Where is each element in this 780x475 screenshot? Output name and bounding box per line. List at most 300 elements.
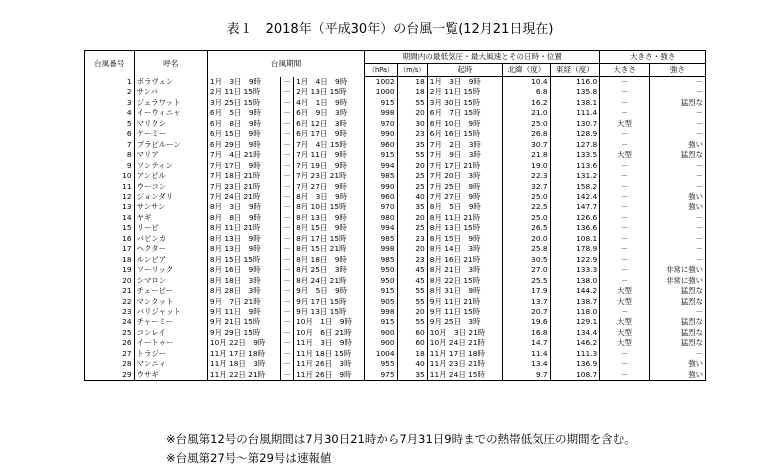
cell-strength: － bbox=[649, 171, 705, 181]
cell-lat: 20.0 bbox=[503, 234, 550, 244]
cell-number: 25 bbox=[85, 328, 135, 338]
cell-end: 7月 19日 9時 bbox=[294, 161, 365, 171]
cell-number: 8 bbox=[85, 150, 135, 160]
cell-wind: 20 bbox=[397, 213, 427, 223]
cell-time: 8月 16日 21時 bbox=[427, 255, 502, 265]
cell-pressure: 950 bbox=[365, 265, 397, 275]
cell-wind: 40 bbox=[397, 359, 427, 369]
cell-strength: － bbox=[649, 223, 705, 233]
cell-separator: － bbox=[281, 161, 294, 171]
cell-lat: 13.4 bbox=[503, 359, 550, 369]
cell-lon: 133.5 bbox=[550, 150, 600, 160]
cell-pressure: 980 bbox=[365, 213, 397, 223]
cell-start: 11月 22日 21時 bbox=[207, 370, 280, 381]
cell-end: 8月 17日 15時 bbox=[294, 234, 365, 244]
typhoon-table bbox=[84, 50, 706, 381]
table-row bbox=[85, 297, 706, 307]
cell-lat: 32.7 bbox=[503, 182, 550, 192]
cell-size: － bbox=[600, 244, 650, 254]
cell-end: 2月 13日 15時 bbox=[294, 87, 365, 97]
cell-number: 20 bbox=[85, 276, 135, 286]
cell-lat: 21.0 bbox=[503, 108, 550, 118]
cell-size: － bbox=[600, 171, 650, 181]
cell-separator: － bbox=[281, 171, 294, 181]
cell-lon: 136.6 bbox=[550, 223, 600, 233]
cell-pressure: 1002 bbox=[365, 77, 397, 88]
cell-pressure: 994 bbox=[365, 223, 397, 233]
cell-start: 7月 23日 21時 bbox=[207, 182, 280, 192]
table-row bbox=[85, 213, 706, 223]
cell-strength: 非常に強い bbox=[649, 276, 705, 286]
cell-name: ウサギ bbox=[134, 370, 207, 381]
cell-lat: 30.5 bbox=[503, 255, 550, 265]
cell-size: － bbox=[600, 202, 650, 212]
cell-end: 6月 9日 3時 bbox=[294, 108, 365, 118]
cell-lon: 126.6 bbox=[550, 213, 600, 223]
cell-time: 1月 3日 9時 bbox=[427, 77, 502, 88]
cell-name: チャーミー bbox=[134, 317, 207, 327]
cell-size: － bbox=[600, 161, 650, 171]
cell-start: 7月 18日 21時 bbox=[207, 171, 280, 181]
table-row bbox=[85, 244, 706, 254]
cell-lon: 138.0 bbox=[550, 276, 600, 286]
table-body bbox=[85, 77, 706, 381]
table-row bbox=[85, 140, 706, 150]
cell-strength: － bbox=[649, 119, 705, 129]
cell-pressure: 998 bbox=[365, 307, 397, 317]
table-row bbox=[85, 129, 706, 139]
cell-wind: 35 bbox=[397, 202, 427, 212]
cell-size: 大型 bbox=[600, 150, 650, 160]
cell-lon: 122.9 bbox=[550, 255, 600, 265]
cell-separator: － bbox=[281, 297, 294, 307]
cell-start: 8月 15日 15時 bbox=[207, 255, 280, 265]
cell-start: 6月 8日 9時 bbox=[207, 119, 280, 129]
cell-number: 18 bbox=[85, 255, 135, 265]
cell-time: 9月 11日 21時 bbox=[427, 297, 502, 307]
cell-start: 8月 28日 3時 bbox=[207, 286, 280, 296]
cell-start: 8月 16日 9時 bbox=[207, 265, 280, 275]
note-line-1: ※台風第12号の台風期間は7月30日21時から7月31日9時までの熱帯低気圧の期間を含む。 bbox=[166, 432, 636, 446]
cell-time: 10月 24日 21時 bbox=[427, 338, 502, 348]
cell-lat: 26.5 bbox=[503, 223, 550, 233]
cell-strength: － bbox=[649, 161, 705, 171]
cell-time: 6月 10日 9時 bbox=[427, 119, 502, 129]
cell-strength: 強い bbox=[649, 370, 705, 381]
cell-lon: 116.0 bbox=[550, 77, 600, 88]
cell-strength: － bbox=[649, 129, 705, 139]
header-minpressure-group: 期間内の最低気圧・最大風速とその日時・位置 bbox=[365, 51, 600, 64]
cell-start: 8月 3日 9時 bbox=[207, 202, 280, 212]
cell-number: 28 bbox=[85, 359, 135, 369]
table-row bbox=[85, 286, 706, 296]
cell-name: ボラヴェン bbox=[134, 77, 207, 88]
cell-wind: 23 bbox=[397, 255, 427, 265]
table-row bbox=[85, 359, 706, 369]
cell-name: ジェラワット bbox=[134, 98, 207, 108]
cell-strength: 猛烈な bbox=[649, 286, 705, 296]
cell-size: － bbox=[600, 182, 650, 192]
cell-size: － bbox=[600, 140, 650, 150]
cell-wind: 23 bbox=[397, 129, 427, 139]
cell-pressure: 970 bbox=[365, 202, 397, 212]
cell-end: 10月 6日 21時 bbox=[294, 328, 365, 338]
cell-lat: 22.5 bbox=[503, 202, 550, 212]
cell-size: 大型 bbox=[600, 328, 650, 338]
cell-pressure: 915 bbox=[365, 286, 397, 296]
header-lat: 北緯（度） bbox=[503, 64, 550, 77]
cell-number: 11 bbox=[85, 182, 135, 192]
cell-size: 大型 bbox=[600, 286, 650, 296]
cell-strength: － bbox=[649, 234, 705, 244]
cell-lon: 146.2 bbox=[550, 338, 600, 348]
cell-lon: 142.4 bbox=[550, 192, 600, 202]
cell-lat: 16.8 bbox=[503, 328, 550, 338]
cell-size: － bbox=[600, 276, 650, 286]
cell-end: 7月 4日 15時 bbox=[294, 140, 365, 150]
cell-time: 8月 14日 3時 bbox=[427, 244, 502, 254]
cell-separator: － bbox=[281, 370, 294, 381]
table-row bbox=[85, 328, 706, 338]
cell-lat: 25.0 bbox=[503, 213, 550, 223]
table-row bbox=[85, 87, 706, 97]
table-row bbox=[85, 108, 706, 118]
cell-number: 6 bbox=[85, 129, 135, 139]
cell-lon: 158.2 bbox=[550, 182, 600, 192]
cell-pressure: 915 bbox=[365, 150, 397, 160]
cell-lat: 6.8 bbox=[503, 87, 550, 97]
table-row bbox=[85, 98, 706, 108]
cell-end: 7月 23日 21時 bbox=[294, 171, 365, 181]
cell-number: 7 bbox=[85, 140, 135, 150]
cell-name: マンニィ bbox=[134, 359, 207, 369]
table-row bbox=[85, 265, 706, 275]
cell-lat: 25.5 bbox=[503, 276, 550, 286]
cell-number: 9 bbox=[85, 161, 135, 171]
cell-name: ルンビア bbox=[134, 255, 207, 265]
cell-strength: － bbox=[649, 182, 705, 192]
cell-lon: 111.4 bbox=[550, 108, 600, 118]
cell-wind: 25 bbox=[397, 171, 427, 181]
cell-lat: 17.9 bbox=[503, 286, 550, 296]
cell-wind: 18 bbox=[397, 77, 427, 88]
table-row bbox=[85, 234, 706, 244]
cell-wind: 25 bbox=[397, 223, 427, 233]
cell-start: 11月 17日 18時 bbox=[207, 349, 280, 359]
cell-size: － bbox=[600, 234, 650, 244]
cell-wind: 20 bbox=[397, 108, 427, 118]
cell-number: 26 bbox=[85, 338, 135, 348]
table-row bbox=[85, 202, 706, 212]
cell-time: 8月 31日 9時 bbox=[427, 286, 502, 296]
cell-separator: － bbox=[281, 255, 294, 265]
cell-strength: － bbox=[649, 244, 705, 254]
cell-lon: 144.2 bbox=[550, 286, 600, 296]
cell-strength: － bbox=[649, 108, 705, 118]
cell-time: 7月 27日 9時 bbox=[427, 192, 502, 202]
cell-number: 3 bbox=[85, 98, 135, 108]
table-row bbox=[85, 338, 706, 348]
cell-wind: 55 bbox=[397, 150, 427, 160]
cell-pressure: 1000 bbox=[365, 87, 397, 97]
cell-end: 1月 4日 9時 bbox=[294, 77, 365, 88]
table-row bbox=[85, 182, 706, 192]
cell-time: 10月 3日 21時 bbox=[427, 328, 502, 338]
cell-name: ヘクター bbox=[134, 244, 207, 254]
cell-name: アンピル bbox=[134, 171, 207, 181]
cell-strength: 猛烈な bbox=[649, 338, 705, 348]
cell-separator: － bbox=[281, 317, 294, 327]
cell-lat: 25.0 bbox=[503, 192, 550, 202]
cell-lon: 135.8 bbox=[550, 87, 600, 97]
cell-lat: 22.3 bbox=[503, 171, 550, 181]
cell-start: 2月 11日 15時 bbox=[207, 87, 280, 97]
cell-name: ウーコン bbox=[134, 182, 207, 192]
cell-separator: － bbox=[281, 223, 294, 233]
cell-time: 8月 21日 3時 bbox=[427, 265, 502, 275]
cell-name: バリジャット bbox=[134, 307, 207, 317]
cell-number: 16 bbox=[85, 234, 135, 244]
cell-number: 15 bbox=[85, 223, 135, 233]
cell-number: 13 bbox=[85, 202, 135, 212]
cell-end: 11月 3日 9時 bbox=[294, 338, 365, 348]
cell-pressure: 915 bbox=[365, 317, 397, 327]
cell-lat: 26.8 bbox=[503, 129, 550, 139]
cell-separator: － bbox=[281, 182, 294, 192]
cell-time: 8月 13日 15時 bbox=[427, 223, 502, 233]
cell-strength: － bbox=[649, 255, 705, 265]
cell-separator: － bbox=[281, 349, 294, 359]
cell-start: 6月 5日 9時 bbox=[207, 108, 280, 118]
cell-pressure: 985 bbox=[365, 171, 397, 181]
cell-lon: 127.8 bbox=[550, 140, 600, 150]
cell-separator: － bbox=[281, 265, 294, 275]
cell-strength: － bbox=[649, 307, 705, 317]
cell-pressure: 950 bbox=[365, 276, 397, 286]
cell-number: 19 bbox=[85, 265, 135, 275]
table-row bbox=[85, 307, 706, 317]
cell-strength: － bbox=[649, 349, 705, 359]
cell-start: 8月 18日 3時 bbox=[207, 276, 280, 286]
cell-wind: 55 bbox=[397, 286, 427, 296]
cell-size: 大型 bbox=[600, 297, 650, 307]
cell-wind: 55 bbox=[397, 98, 427, 108]
cell-lat: 11.4 bbox=[503, 349, 550, 359]
cell-time: 3月 30日 15時 bbox=[427, 98, 502, 108]
cell-end: 9月 17日 15時 bbox=[294, 297, 365, 307]
cell-name: バビンカ bbox=[134, 234, 207, 244]
cell-size: － bbox=[600, 307, 650, 317]
cell-strength: 猛烈な bbox=[649, 297, 705, 307]
table-row bbox=[85, 370, 706, 381]
cell-number: 10 bbox=[85, 171, 135, 181]
cell-number: 17 bbox=[85, 244, 135, 254]
cell-end: 8月 15日 21時 bbox=[294, 244, 365, 254]
cell-separator: － bbox=[281, 286, 294, 296]
note-line-2: ※台風第27号～第29号は速報値 bbox=[166, 451, 332, 465]
cell-lat: 19.0 bbox=[503, 161, 550, 171]
cell-end: 10月 1日 9時 bbox=[294, 317, 365, 327]
cell-pressure: 900 bbox=[365, 338, 397, 348]
header-ms: （m/s） bbox=[397, 64, 427, 77]
cell-separator: － bbox=[281, 150, 294, 160]
cell-start: 7月 17日 9時 bbox=[207, 161, 280, 171]
cell-separator: － bbox=[281, 119, 294, 129]
cell-name: マリクシ bbox=[134, 119, 207, 129]
cell-strength: － bbox=[649, 87, 705, 97]
cell-wind: 55 bbox=[397, 317, 427, 327]
cell-time: 6月 16日 15時 bbox=[427, 129, 502, 139]
cell-end: 11月 18日 15時 bbox=[294, 349, 365, 359]
cell-size: － bbox=[600, 359, 650, 369]
cell-time: 8月 5日 9時 bbox=[427, 202, 502, 212]
cell-size: － bbox=[600, 255, 650, 265]
cell-start: 7月 4日 21時 bbox=[207, 150, 280, 160]
cell-pressure: 998 bbox=[365, 244, 397, 254]
cell-strength: 猛烈な bbox=[649, 150, 705, 160]
cell-name: チェービー bbox=[134, 286, 207, 296]
cell-pressure: 998 bbox=[365, 108, 397, 118]
cell-size: － bbox=[600, 370, 650, 381]
cell-start: 3月 25日 15時 bbox=[207, 98, 280, 108]
cell-pressure: 970 bbox=[365, 119, 397, 129]
cell-time: 11月 23日 21時 bbox=[427, 359, 502, 369]
header-size: 大きさ bbox=[600, 64, 650, 77]
cell-pressure: 1004 bbox=[365, 349, 397, 359]
cell-pressure: 900 bbox=[365, 328, 397, 338]
cell-name: ケーミー bbox=[134, 129, 207, 139]
cell-wind: 20 bbox=[397, 244, 427, 254]
cell-lon: 133.3 bbox=[550, 265, 600, 275]
cell-lat: 16.2 bbox=[503, 98, 550, 108]
cell-end: 8月 15日 9時 bbox=[294, 223, 365, 233]
cell-separator: － bbox=[281, 77, 294, 88]
cell-start: 8月 8日 9時 bbox=[207, 213, 280, 223]
cell-lat: 20.7 bbox=[503, 307, 550, 317]
cell-lon: 131.2 bbox=[550, 171, 600, 181]
cell-time: 9月 11日 15時 bbox=[427, 307, 502, 317]
cell-strength: 強い bbox=[649, 202, 705, 212]
cell-start: 1月 3日 9時 bbox=[207, 77, 280, 88]
cell-time: 2月 11日 15時 bbox=[427, 87, 502, 97]
cell-name: イーウィニャ bbox=[134, 108, 207, 118]
cell-strength: 強い bbox=[649, 140, 705, 150]
cell-size: 大型 bbox=[600, 317, 650, 327]
cell-strength: 強い bbox=[649, 359, 705, 369]
cell-lon: 129.1 bbox=[550, 317, 600, 327]
table-row bbox=[85, 317, 706, 327]
cell-separator: － bbox=[281, 276, 294, 286]
cell-time: 7月 25日 9時 bbox=[427, 182, 502, 192]
cell-wind: 18 bbox=[397, 87, 427, 97]
cell-separator: － bbox=[281, 328, 294, 338]
cell-wind: 40 bbox=[397, 192, 427, 202]
cell-name: マンクット bbox=[134, 297, 207, 307]
cell-strength: 猛烈な bbox=[649, 317, 705, 327]
cell-start: 7月 24日 21時 bbox=[207, 192, 280, 202]
cell-start: 10月 22日 9時 bbox=[207, 338, 280, 348]
cell-end: 8月 18日 9時 bbox=[294, 255, 365, 265]
cell-start: 9月 11日 9時 bbox=[207, 307, 280, 317]
cell-separator: － bbox=[281, 108, 294, 118]
table-row bbox=[85, 171, 706, 181]
cell-lon: 113.6 bbox=[550, 161, 600, 171]
cell-size: － bbox=[600, 129, 650, 139]
cell-lon: 130.7 bbox=[550, 119, 600, 129]
cell-end: 4月 1日 9時 bbox=[294, 98, 365, 108]
cell-number: 2 bbox=[85, 87, 135, 97]
cell-time: 11月 17日 18時 bbox=[427, 349, 502, 359]
cell-lat: 10.4 bbox=[503, 77, 550, 88]
cell-size: 大型 bbox=[600, 338, 650, 348]
cell-end: 8月 3日 9時 bbox=[294, 192, 365, 202]
cell-number: 23 bbox=[85, 307, 135, 317]
cell-separator: － bbox=[281, 140, 294, 150]
cell-time: 8月 11日 21時 bbox=[427, 213, 502, 223]
cell-size: － bbox=[600, 223, 650, 233]
table-row bbox=[85, 150, 706, 160]
cell-name: サンサン bbox=[134, 202, 207, 212]
cell-wind: 45 bbox=[397, 265, 427, 275]
cell-pressure: 975 bbox=[365, 370, 397, 381]
cell-strength: － bbox=[649, 77, 705, 88]
cell-time: 7月 9日 3時 bbox=[427, 150, 502, 160]
cell-size: 大型 bbox=[600, 119, 650, 129]
cell-start: 9月 29日 15時 bbox=[207, 328, 280, 338]
cell-start: 8月 11日 21時 bbox=[207, 223, 280, 233]
cell-lon: 134.4 bbox=[550, 328, 600, 338]
cell-lon: 178.9 bbox=[550, 244, 600, 254]
table-title: 表１ 2018年（平成30年）の台風一覧(12月21日現在) bbox=[226, 22, 554, 37]
cell-wind: 20 bbox=[397, 161, 427, 171]
cell-pressure: 960 bbox=[365, 140, 397, 150]
cell-time: 7月 20日 3時 bbox=[427, 171, 502, 181]
table-row bbox=[85, 192, 706, 202]
cell-lat: 30.7 bbox=[503, 140, 550, 150]
cell-lon: 138.1 bbox=[550, 98, 600, 108]
cell-size: － bbox=[600, 349, 650, 359]
cell-number: 24 bbox=[85, 317, 135, 327]
table-row bbox=[85, 77, 706, 88]
cell-start: 8月 13日 9時 bbox=[207, 244, 280, 254]
cell-separator: － bbox=[281, 213, 294, 223]
cell-separator: － bbox=[281, 202, 294, 212]
cell-name: ヤギ bbox=[134, 213, 207, 223]
cell-lon: 108.1 bbox=[550, 234, 600, 244]
table-row bbox=[85, 349, 706, 359]
header-time: 起時 bbox=[427, 64, 502, 77]
cell-separator: － bbox=[281, 359, 294, 369]
cell-lon: 138.7 bbox=[550, 297, 600, 307]
cell-size: － bbox=[600, 192, 650, 202]
cell-size: － bbox=[600, 87, 650, 97]
cell-lon: 108.7 bbox=[550, 370, 600, 381]
cell-size: － bbox=[600, 265, 650, 275]
cell-pressure: 905 bbox=[365, 297, 397, 307]
cell-time: 8月 22日 15時 bbox=[427, 276, 502, 286]
cell-wind: 25 bbox=[397, 182, 427, 192]
cell-name: トラジー bbox=[134, 349, 207, 359]
cell-time: 9月 25日 3時 bbox=[427, 317, 502, 327]
cell-end: 11月 26日 9時 bbox=[294, 370, 365, 381]
cell-strength: － bbox=[649, 213, 705, 223]
cell-time: 7月 17日 21時 bbox=[427, 161, 502, 171]
cell-end: 8月 10日 15時 bbox=[294, 202, 365, 212]
cell-name: ジョンダリ bbox=[134, 192, 207, 202]
cell-wind: 55 bbox=[397, 297, 427, 307]
header-lon: 東経（度） bbox=[550, 64, 600, 77]
cell-name: ソーリック bbox=[134, 265, 207, 275]
